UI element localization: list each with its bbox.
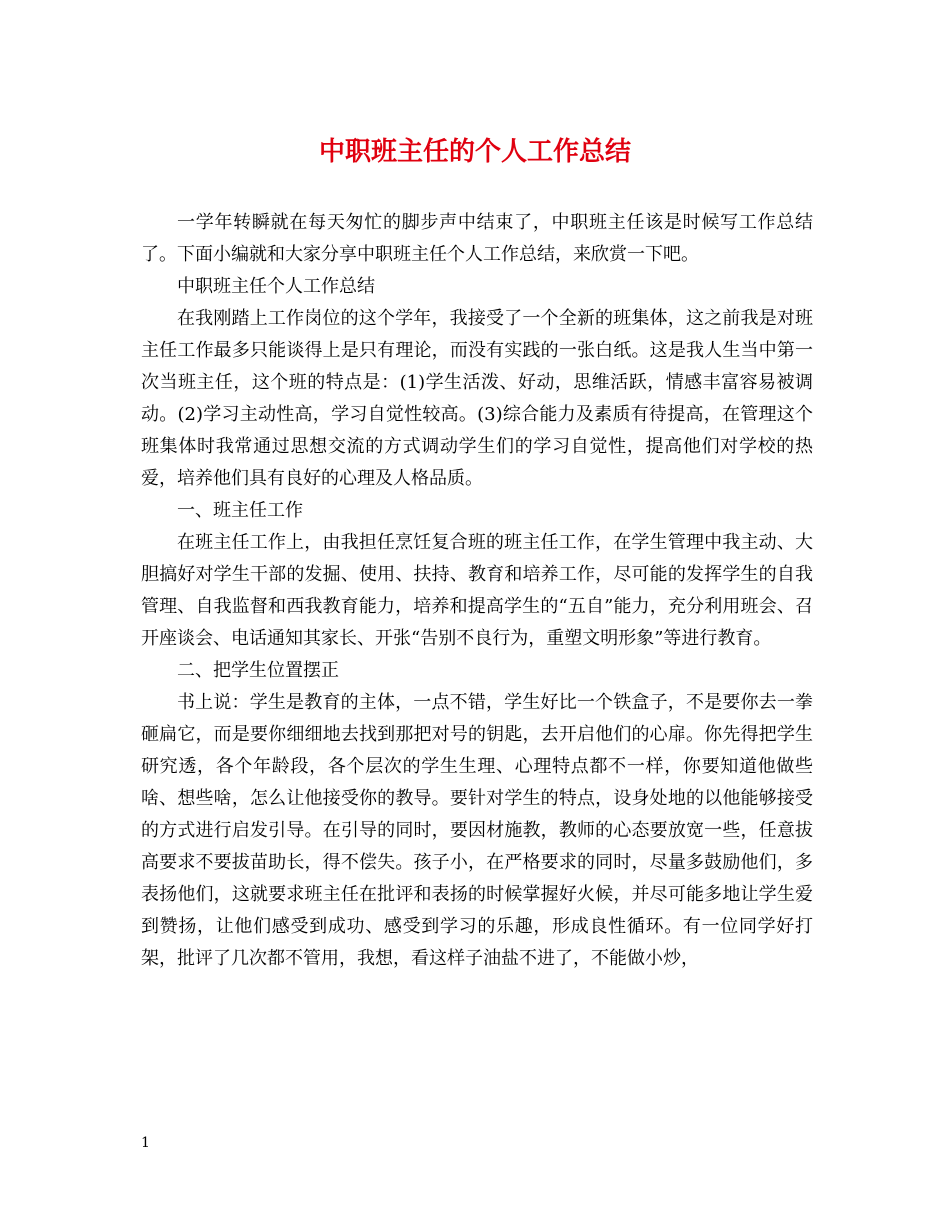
section-heading: 一、班主任工作 xyxy=(177,500,303,521)
document-body xyxy=(141,207,813,975)
section-heading: 中职班主任个人工作总结 xyxy=(177,276,375,297)
body-paragraph: 书上说：学生是教育的主体，一点不错，学生好比一个铁盒子，不是要你去一拳砸扁它，而是要你细细地去找到那把对号的钥匙，去开启他们的心扉。你先得把学生研究透，各个年龄段，各个层次的学生生理、心理特点都不一样，你要知道他做些啥、想些啥，怎么让他接受你的教导。要针对学生的特点，设身处地的以他能够接受的方式进行启发引导。在引导的同时，要因材施教，教师的心态要放宽一些，任意拔高要求不要拔苗助长，得不偿失。孩子小，在严格要求的同时，尽量多鼓励他们，多表扬他们，这就要求班主任在批评和表扬的时候掌握好火候，并尽可能多地让学生爱到赞扬，让他们感受到成功、感受到学习的乐趣，形成良性循环。有一位同学好打架，批评了几次都不管用，我想，看这样子油盐不进了，不能做小炒， xyxy=(141,692,813,969)
page-number: 1 xyxy=(141,1135,150,1151)
intro-paragraph: 一学年转瞬就在每天匆忙的脚步声中结束了，中职班主任该是时候写工作总结了。下面小编就和大家分享中职班主任个人工作总结，来欣赏一下吧。 xyxy=(141,212,813,265)
document-title: 中职班主任的个人工作总结 xyxy=(318,137,631,167)
section-heading: 二、把学生位置摆正 xyxy=(177,660,339,681)
body-paragraph: 在我刚踏上工作岗位的这个学年，我接受了一个全新的班集体，这之前我是对班主任工作最多只能谈得上是只有理论，而没有实践的一张白纸。这是我人生当中第一次当班主任，这个班的特点是：(1)学生活泼、好动，思维活跃，情感丰富容易被调动。(2)学习主动性高，学习自觉性较高。(3)综合能力及素质有待提高，在管理这个班集体时我常通过思想交流的方式调动学生们的学习自觉性，提高他们对学校的热爱，培养他们具有良好的心理及人格品质。 xyxy=(141,308,813,489)
body-paragraph: 在班主任工作上，由我担任烹饪复合班的班主任工作，在学生管理中我主动、大胆搞好对学生干部的发掘、使用、扶持、教育和培养工作，尽可能的发挥学生的自我管理、自我监督和西我教育能力，培养和提高学生的“五自”能力，充分利用班会、召开座谈会、电话通知其家长、开张“告别不良行为，重塑文明形象”等进行教育。 xyxy=(141,532,813,649)
